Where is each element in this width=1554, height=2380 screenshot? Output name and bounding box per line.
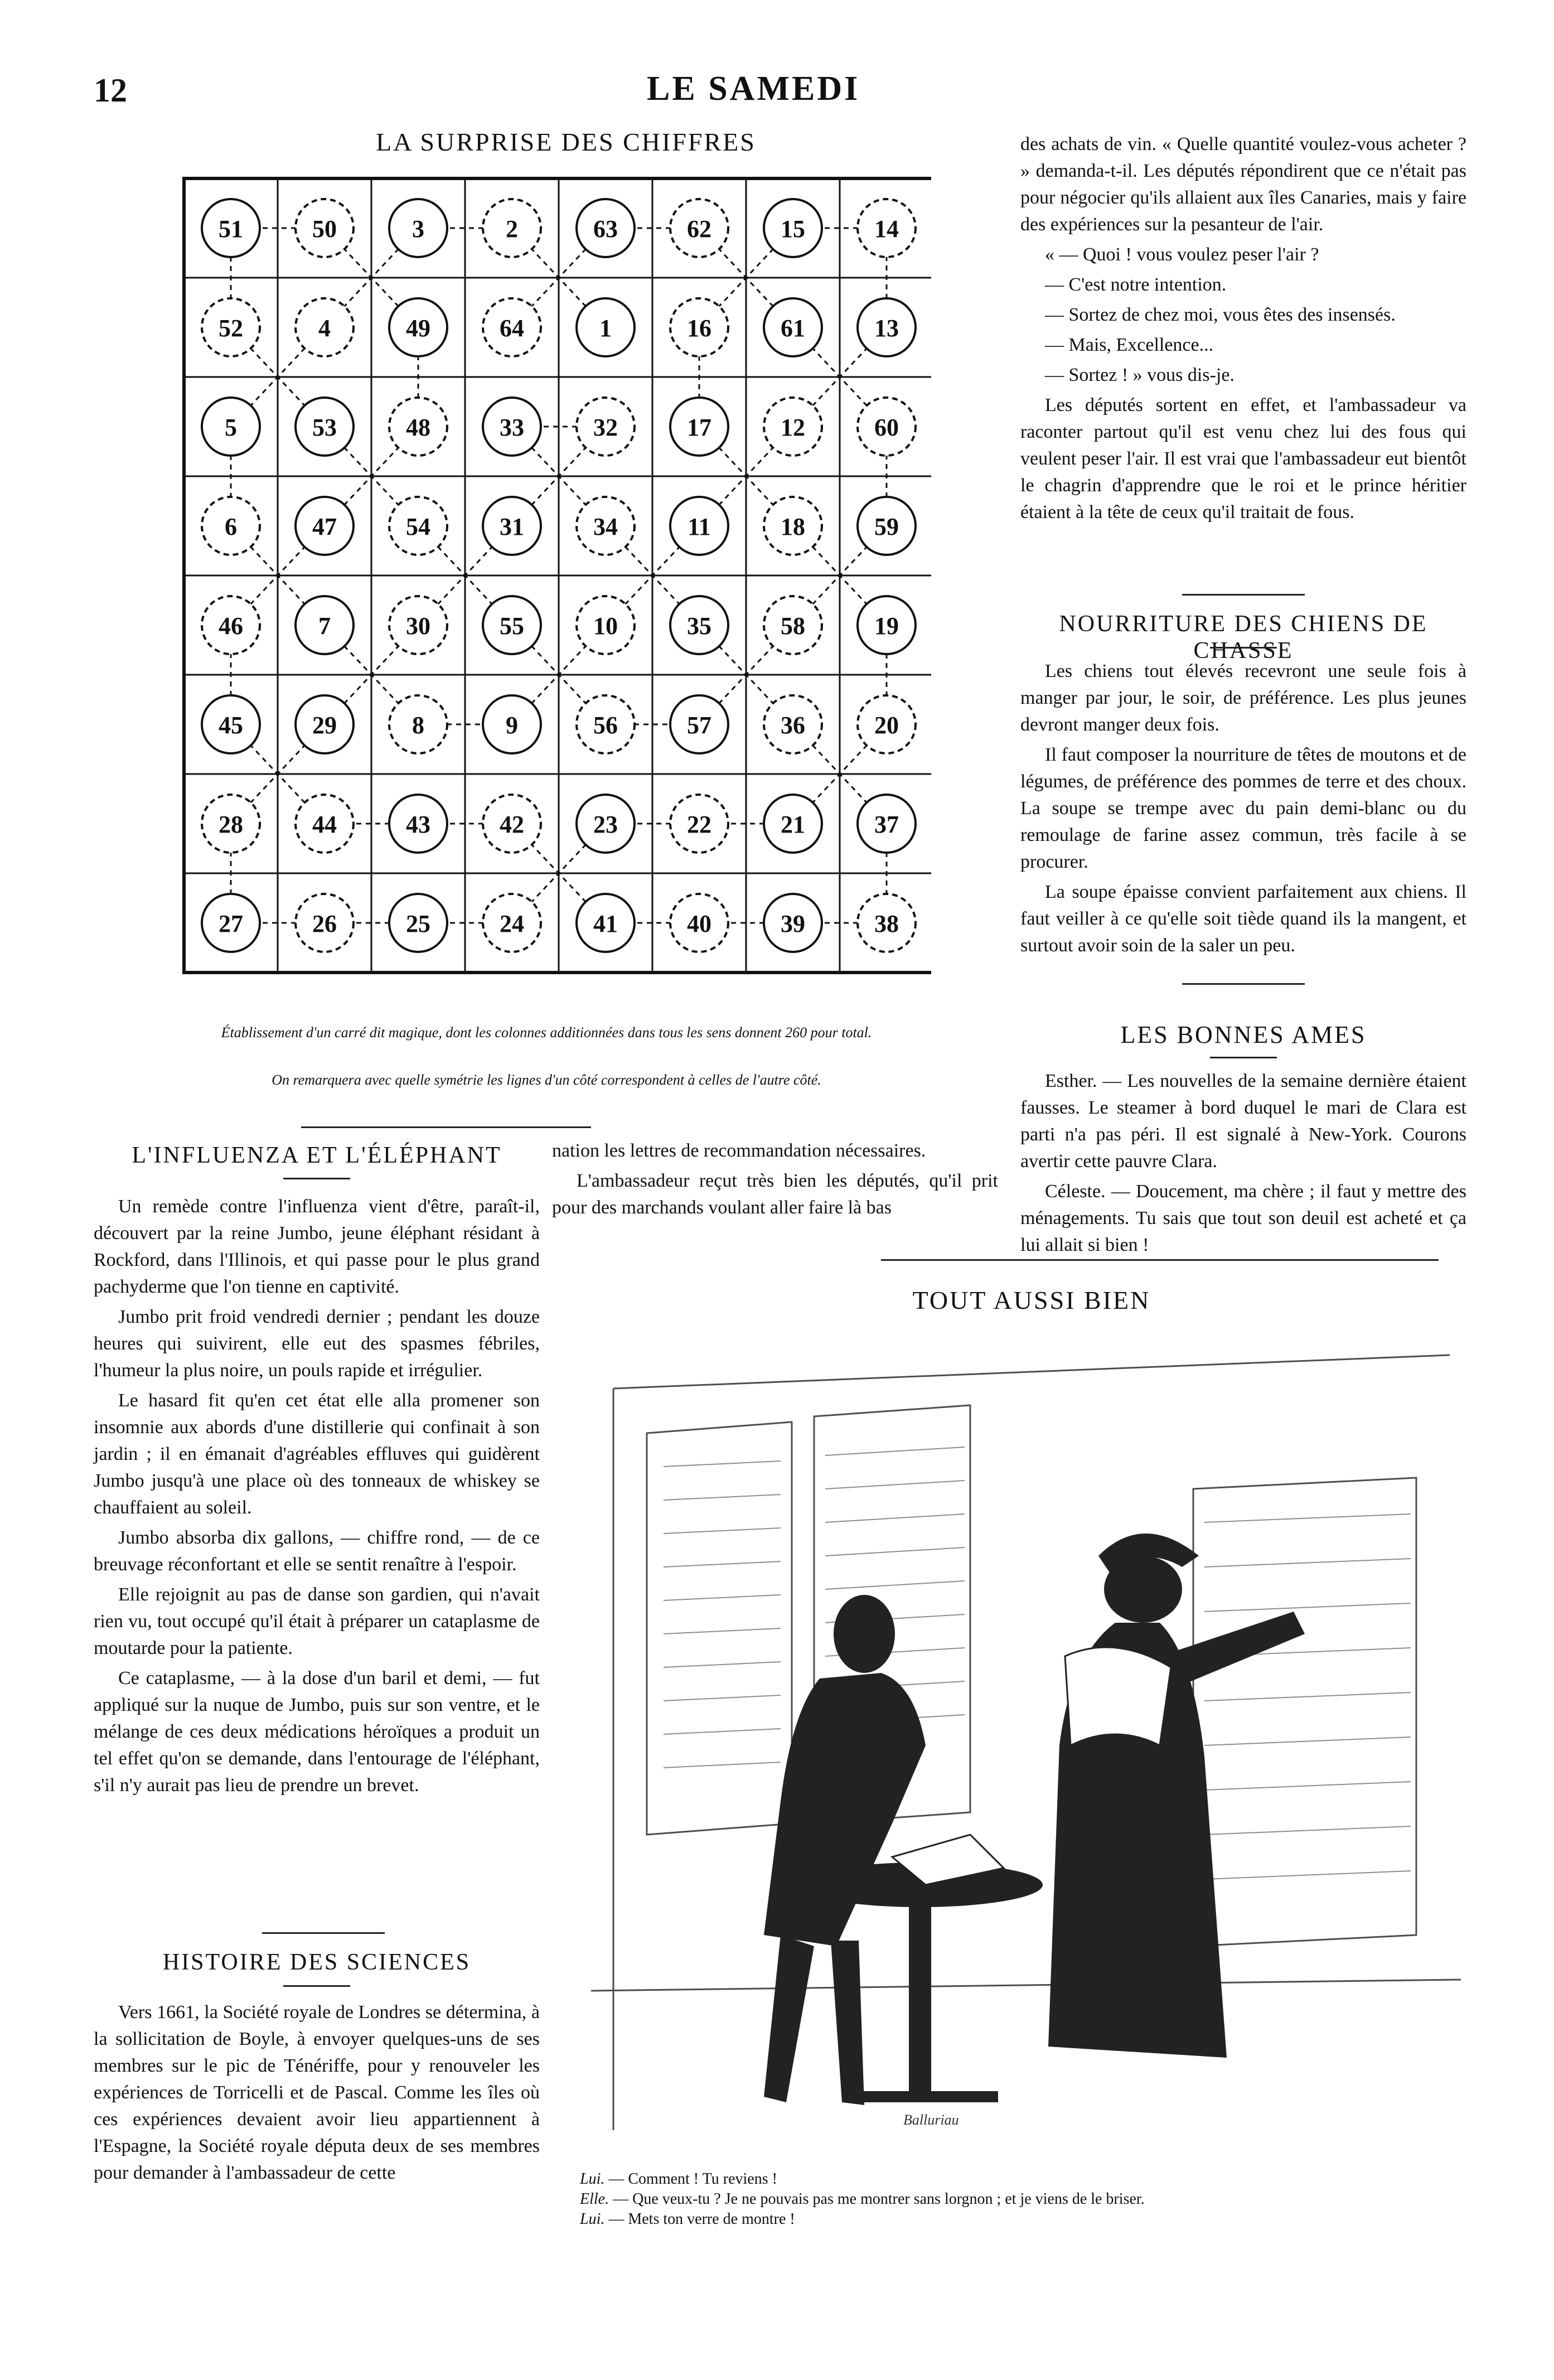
number-cell: 39 <box>781 910 805 937</box>
number-cell: 32 <box>593 414 618 441</box>
illustration-title: TOUT AUSSI BIEN <box>912 1286 1151 1314</box>
number-cell: 24 <box>500 910 524 937</box>
divider <box>262 1932 385 1934</box>
number-cell: 57 <box>687 712 711 739</box>
illustration-caption <box>580 2169 1472 2229</box>
number-cell: 18 <box>781 513 805 540</box>
paragraph: — Sortez ! » vous dis-je. <box>1045 365 1235 385</box>
divider <box>1182 983 1305 985</box>
number-cell: 11 <box>688 513 711 540</box>
illustration-engraving <box>580 1322 1472 2158</box>
paragraph: « — Quoi ! vous voulez peser l'air ? <box>1045 244 1319 265</box>
number-cell: 52 <box>219 315 243 342</box>
number-cell: 26 <box>312 910 337 937</box>
magic-square-caption-2: On remarquera avec quelle symétrie les lignes d'un côté correspondent à celles de l'autre côté. <box>272 1072 821 1088</box>
number-cell: 62 <box>687 215 711 243</box>
histoire-title: HISTOIRE DES SCIENCES <box>162 1950 471 1975</box>
paragraph: Les députés sortent en effet, et l'ambassadeur va raconter partout qu'il est venu chez lui des fous qui veulent peser l'air. Il est vrai que l'ambassadeur eut bientôt le chagrin d'apprendre que le roi et le prince héritier étaient à la tête de ceux qu'il traitait de fous. <box>1020 395 1466 523</box>
number-cell: 54 <box>406 513 430 540</box>
number-cell: 43 <box>406 811 430 838</box>
paragraph: Vers 1661, la Société royale de Londres se détermina, à la sollicitation de Boyle, à envoyer quelques-uns de ses membres sur le pic de Ténériffe, pour y renouveler les expériences de Torricelli et de Pascal. Comme les îles où ces expériences devaient avoir lieu appartiennent à l'Espagne, la Société royale députa deux de ses membres pour demander à l'ambassadeur de cette <box>94 2002 540 2183</box>
paragraph: — C'est notre intention. <box>1045 274 1227 295</box>
paragraph: des achats de vin. « Quelle quantité voulez-vous acheter ? » demanda-t-il. Les députés répondirent que ce n'était pas pour négocier qu'ils allaient aux îles Canaries, mais y faire des expériences sur la pesanteur de l'air. <box>1020 134 1466 235</box>
number-cell: 44 <box>312 811 337 838</box>
number-cell: 22 <box>687 811 711 838</box>
paragraph: Un remède contre l'influenza vient d'être, paraît-il, découvert par la reine Jumbo, jeune éléphant résidant à Rockford, dans l'Illinois, et qui passe pour le plus grand pachyderme que l'on tienne en captivité. <box>94 1196 540 1297</box>
number-cell: 7 <box>318 612 331 640</box>
paragraph: Les chiens tout élevés recevront une seule fois à manger par jour, le soir, de préférence. Les plus jeunes devront manger deux fois. <box>1020 661 1466 735</box>
number-cell: 15 <box>781 215 805 243</box>
number-cell: 56 <box>593 712 618 739</box>
number-cell: 37 <box>874 811 899 838</box>
magic-square-grid <box>162 167 931 1020</box>
number-cell: 61 <box>781 315 805 342</box>
number-cell: 21 <box>781 811 805 838</box>
page-number: 12 <box>94 72 127 109</box>
paragraph: Jumbo prit froid vendredi dernier ; pendant les douze heures qui suivirent, elle eut des spasmes fébriles, l'humeur la plus noire, un pouls rapide et irrégulier. <box>94 1307 540 1381</box>
number-cell: 13 <box>874 315 899 342</box>
number-cell: 42 <box>500 811 524 838</box>
number-cell: 4 <box>318 315 331 342</box>
caption-text: — Comment ! Tu reviens ! <box>604 2170 777 2188</box>
caption-speaker: Lui. <box>580 2170 605 2188</box>
paragraph: — Mais, Excellence... <box>1045 335 1214 355</box>
number-cell: 9 <box>506 712 518 739</box>
magic-square-caption: Établissement d'un carré dit magique, dont les colonnes additionnées dans tous les sens donnent 260 pour total. <box>221 1024 872 1041</box>
influenza-title: L'INFLUENZA ET L'ÉLÉPHANT <box>132 1143 502 1168</box>
caption-speaker: Lui. <box>580 2210 605 2228</box>
caption-speaker: Elle. <box>580 2190 609 2208</box>
nourriture-column <box>1020 658 1466 962</box>
number-cell: 33 <box>500 414 524 441</box>
illustration-signature: Balluriau <box>903 2112 959 2128</box>
masthead: LE SAMEDI <box>647 70 860 108</box>
number-cell: 12 <box>781 414 805 441</box>
divider <box>1182 594 1305 596</box>
number-cell: 28 <box>219 811 243 838</box>
paragraph: Le hasard fit qu'en cet état elle alla promener son insomnie aux abords d'une distillerie qui confinait à son jardin ; il en émanait d'agréables effluves qui guidèrent Jumbo jusqu'à une place où des tonneaux de whiskey se chauffaient au soleil. <box>94 1390 540 1518</box>
number-cell: 5 <box>225 414 237 441</box>
caption-line <box>580 2209 1472 2229</box>
number-cell: 6 <box>225 513 237 540</box>
number-cell: 2 <box>506 215 518 243</box>
middle-column <box>552 1138 998 1225</box>
bonnes-ames-title: LES BONNES AMES <box>1120 1021 1367 1048</box>
number-cell: 25 <box>406 910 430 937</box>
right-top-column <box>1020 131 1466 529</box>
number-cell: 45 <box>219 712 243 739</box>
number-cell: 1 <box>599 315 612 342</box>
number-cell: 3 <box>412 215 424 243</box>
caption-line <box>580 2169 1472 2189</box>
paragraph: Il faut composer la nourriture de têtes de moutons et de légumes, de préférence des pommes de terre et des choux. La soupe se trempe avec du pain demi-blanc ou du remoulage de farine assez commun, très facile à se procurer. <box>1020 744 1466 872</box>
divider <box>1210 647 1277 649</box>
number-cell: 48 <box>406 414 430 441</box>
caption-text: — Mets ton verre de montre ! <box>604 2210 795 2228</box>
number-cell: 59 <box>874 513 899 540</box>
paragraph: La soupe épaisse convient parfaitement aux chiens. Il faut veiller à ce qu'elle soit tiède quand ils la mangent, et surtout avoir soin de la saler un peu. <box>1020 882 1466 956</box>
paragraph: — Sortez de chez moi, vous êtes des insensés. <box>1045 304 1396 325</box>
number-cell: 46 <box>219 612 243 640</box>
paragraph: Céleste. — Doucement, ma chère ; il faut y mettre des ménagements. Tu sais que tout son deuil est acheté et ça lui allait si bien ! <box>1020 1181 1466 1255</box>
number-cell: 14 <box>874 215 899 243</box>
paragraph: Esther. — Les nouvelles de la semaine dernière étaient fausses. Le steamer à bord duquel le mari de Clara est parti n'a pas péri. Il est signalé à New-York. Courons avertir cette pauvre Clara. <box>1020 1071 1466 1172</box>
divider <box>881 1259 1439 1261</box>
number-cell: 27 <box>219 910 243 937</box>
caption-line <box>580 2189 1472 2209</box>
number-cell: 50 <box>312 215 337 243</box>
paragraph: L'ambassadeur reçut très bien les députés, qu'il prit pour des marchands voulant aller faire là bas <box>552 1170 998 1218</box>
number-cell: 35 <box>687 612 711 640</box>
number-cell: 38 <box>874 910 899 937</box>
number-cell: 51 <box>219 215 243 243</box>
caption-text: — Que veux-tu ? Je ne pouvais pas me montrer sans lorgnon ; et je viens de le briser. <box>609 2190 1145 2208</box>
paragraph: Elle rejoignit au pas de danse son gardien, qui n'avait rien vu, tout occupé qu'il était à préparer un cataplasme de moutarde pour la patiente. <box>94 1584 540 1658</box>
nourriture-title: NOURRITURE DES CHIENS DE CHASSE <box>1059 611 1428 664</box>
bonnes-ames-column <box>1020 1068 1466 1262</box>
histoire-column <box>94 1999 540 2190</box>
divider <box>283 1985 350 1987</box>
number-cell: 30 <box>406 612 430 640</box>
number-cell: 31 <box>500 513 524 540</box>
divider <box>283 1178 350 1179</box>
paragraph: Jumbo absorba dix gallons, — chiffre rond, — de ce breuvage réconfortant et elle se sentit renaître à l'espoir. <box>94 1527 540 1575</box>
number-cell: 19 <box>874 612 899 640</box>
number-cell: 36 <box>781 712 805 739</box>
divider <box>1210 1057 1277 1058</box>
number-cell: 20 <box>874 712 899 739</box>
number-cell: 23 <box>593 811 618 838</box>
number-cell: 16 <box>687 315 711 342</box>
number-cell: 63 <box>593 215 618 243</box>
number-cell: 34 <box>593 513 618 540</box>
influenza-column <box>94 1193 540 1802</box>
number-cell: 60 <box>874 414 899 441</box>
number-cell: 40 <box>687 910 711 937</box>
magic-square-title: LA SURPRISE DES CHIFFRES <box>376 128 756 156</box>
divider <box>496 1126 591 1128</box>
number-cell: 10 <box>593 612 618 640</box>
number-cell: 58 <box>781 612 805 640</box>
number-cell: 41 <box>593 910 618 937</box>
number-cell: 53 <box>312 414 337 441</box>
paragraph: Ce cataplasme, — à la dose d'un baril et demi, — fut appliqué sur la nuque de Jumbo, puis sur son ventre, et le mélange de ces deux médications héroïques a produit un tel effet qu'on se demande, dans l'entourage de l'éléphant, s'il n'y aurait pas lieu de prendre un brevet. <box>94 1668 540 1796</box>
number-cell: 17 <box>687 414 711 441</box>
number-cell: 29 <box>312 712 337 739</box>
number-cell: 64 <box>500 315 524 342</box>
number-cell: 8 <box>412 712 424 739</box>
paragraph: nation les lettres de recommandation nécessaires. <box>552 1140 926 1161</box>
number-cell: 49 <box>406 315 430 342</box>
number-cell: 47 <box>312 513 337 540</box>
number-cell: 55 <box>500 612 524 640</box>
